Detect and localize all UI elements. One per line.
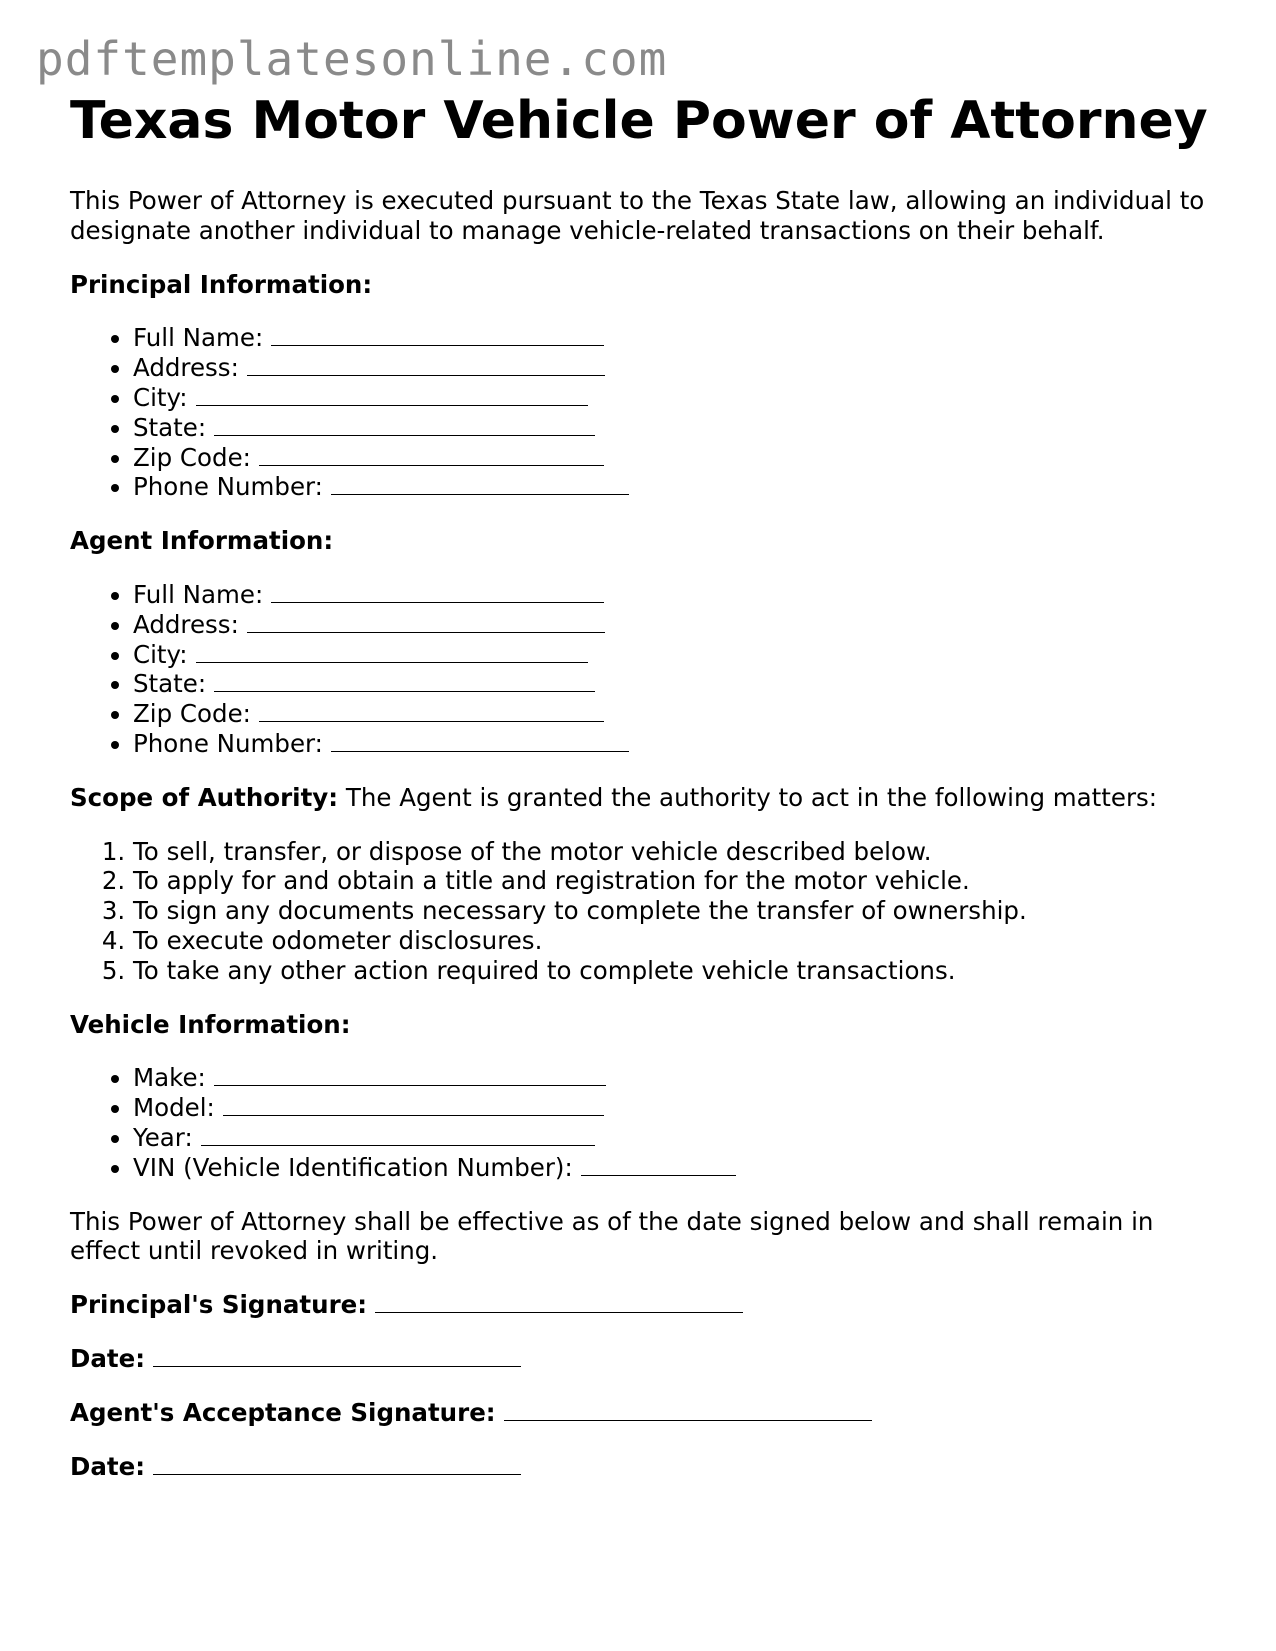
agent-phone-field: • Phone Number:: [133, 729, 1230, 759]
agent-state-field: • State:: [133, 669, 1230, 699]
scope-item: 4. To execute odometer disclosures.: [133, 926, 1230, 956]
principal-zip-field: • Zip Code:: [133, 443, 1230, 473]
agent-zip-field: • Zip Code:: [133, 699, 1230, 729]
agent-date-line[interactable]: [153, 1454, 521, 1475]
agent-address-input-line[interactable]: [247, 612, 605, 633]
principal-signature-line[interactable]: [375, 1292, 743, 1313]
intro-paragraph: This Power of Attorney is executed pursuant to the Texas State law, allowing an individual to designate another individual to manage vehicle-related transactions on their behalf.: [70, 186, 1205, 245]
vehicle-year-field: • Year:: [133, 1123, 1230, 1153]
vehicle-field-list: [70, 1063, 1230, 1182]
agent-address-field: • Address:: [133, 610, 1230, 640]
principal-date-line[interactable]: [153, 1346, 521, 1367]
scope-paragraph: [70, 783, 1230, 813]
agent-full-name-input-line[interactable]: [271, 582, 604, 603]
principal-heading: Principal Information:: [70, 269, 373, 299]
principal-state-input-line[interactable]: [214, 415, 595, 436]
agent-signature-line[interactable]: [504, 1400, 872, 1421]
scope-heading: Scope of Authority:: [70, 782, 339, 812]
principal-address-field: • Address:: [133, 353, 1230, 383]
vehicle-model-field: • Model:: [133, 1093, 1230, 1123]
scope-text: The Agent is granted the authority to act in the following matters:: [345, 782, 1158, 812]
agent-zip-input-line[interactable]: [259, 701, 604, 722]
principal-full-name-field: • Full Name:: [133, 323, 1230, 353]
principal-city-field: • City:: [133, 383, 1230, 413]
principal-city-input-line[interactable]: [196, 385, 588, 406]
principal-address-input-line[interactable]: [247, 355, 605, 376]
vehicle-model-input-line[interactable]: [223, 1095, 604, 1116]
agent-date-row: Date:: [70, 1452, 1230, 1482]
agent-field-list: [70, 580, 1230, 759]
document-title: Texas Motor Vehicle Power of Attorney: [70, 91, 1208, 151]
principal-state-field: • State:: [133, 413, 1230, 443]
vehicle-make-field: • Make:: [133, 1063, 1230, 1093]
agent-city-input-line[interactable]: [196, 642, 588, 663]
watermark-text: pdftemplatesonline.com: [36, 32, 668, 86]
agent-signature-row: Agent's Acceptance Signature:: [70, 1398, 1230, 1428]
scope-item: 1. To sell, transfer, or dispose of the motor vehicle described below.: [133, 837, 1230, 867]
vehicle-vin-field: • VIN (Vehicle Identification Number):: [133, 1153, 1230, 1183]
principal-field-list: [70, 323, 1230, 502]
agent-full-name-field: • Full Name:: [133, 580, 1230, 610]
document-page: [70, 88, 1230, 1481]
scope-item: 5. To take any other action required to complete vehicle transactions.: [133, 956, 1230, 986]
effective-paragraph: This Power of Attorney shall be effective as of the date signed below and shall remain in effect until revoked in writing.: [70, 1206, 1154, 1266]
principal-signature-row: Principal's Signature:: [70, 1290, 1230, 1320]
vehicle-vin-input-line[interactable]: [581, 1155, 736, 1176]
agent-city-field: • City:: [133, 640, 1230, 670]
scope-item: 3. To sign any documents necessary to complete the transfer of ownership.: [133, 896, 1230, 926]
principal-zip-input-line[interactable]: [259, 445, 604, 466]
principal-phone-field: • Phone Number:: [133, 472, 1230, 502]
vehicle-make-input-line[interactable]: [214, 1065, 606, 1086]
vehicle-year-input-line[interactable]: [201, 1125, 595, 1146]
scope-item-list: [70, 837, 1230, 986]
agent-state-input-line[interactable]: [214, 671, 595, 692]
principal-phone-input-line[interactable]: [331, 474, 629, 495]
agent-heading: Agent Information:: [70, 526, 334, 556]
agent-phone-input-line[interactable]: [331, 731, 629, 752]
principal-date-row: Date:: [70, 1344, 1230, 1374]
principal-full-name-input-line[interactable]: [271, 325, 604, 346]
vehicle-heading: Vehicle Information:: [70, 1009, 351, 1039]
scope-item: 2. To apply for and obtain a title and registration for the motor vehicle.: [133, 866, 1230, 896]
